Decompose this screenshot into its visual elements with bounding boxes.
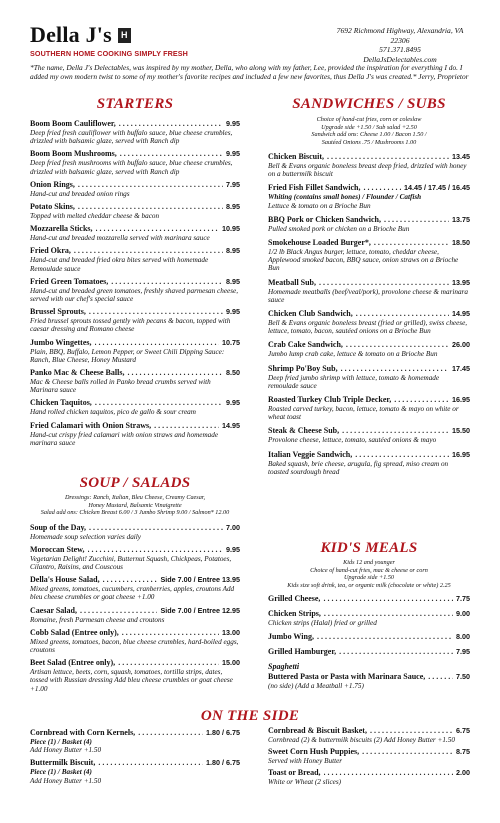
dot-leader (138, 728, 203, 738)
dot-leader (89, 523, 223, 533)
menu-item-description: Cornbread (2) & buttermilk biscuits (2) Add Honey Butter +1.50 (268, 736, 455, 744)
starters-list (30, 119, 240, 447)
menu-item-description: Romaine, fresh Parmesan cheese and croutons (30, 615, 165, 624)
menu-item-description: Mixed greens, tomatoes, cucumbers, cranberries, apples, croutons Add bleu cheese crumbles or goat cheese +1.00 (30, 585, 235, 602)
menu-item-row (30, 277, 240, 287)
menu-item-price: 14.45 / 17.45 / 16.45 (404, 183, 470, 193)
dot-leader (96, 224, 219, 234)
sandwiches-note-4: Sautéed Onions .75 / Mushrooms 1.00 (321, 138, 417, 146)
dot-leader (95, 398, 223, 408)
menu-item-description: Bell & Evans organic boneless breast (fried or grilled), swiss cheese, lettuce, tomato, bacon, sautéed onions on a Brioche Bun (268, 319, 468, 336)
menu-item-name: Brussel Sprouts, (30, 307, 86, 317)
intro-text: *The name, Della J's Delectables, was inspired by my mother, Della, who along with my father, Lee, provided the inspiration for everything I do. I added my own modern twist to some of my mother's favorite recipes and included a few new favorites, thus Della J's was created.* Jerry, Proprietor (30, 63, 469, 81)
menu-item-description: Chicken strips (Halal) fried or grilled (268, 619, 377, 627)
menu-item-price: 6.75 (456, 726, 470, 735)
menu-item-name: Mozzarella Sticks, (30, 224, 93, 234)
kids-note-4: Kids size soft drink, tea, or organic milk (chocolate or white) 2.25 (287, 581, 451, 589)
menu-item (268, 152, 470, 178)
menu-item-name: BBQ Pork or Chicken Sandwich, (268, 214, 381, 224)
menu-item-description: Bell & Evans organic boneless breast deep fried, drizzled with honey on a buttermilk biscuit (268, 162, 467, 179)
menu-item (30, 758, 240, 784)
menu-item-subtitle: Piece (1) / Basket (4) (30, 768, 92, 777)
menu-item (30, 149, 240, 175)
dot-leader (122, 628, 219, 638)
dot-leader (384, 215, 449, 225)
menu-item-name: Potato Skins, (30, 202, 75, 212)
menu-item (268, 278, 470, 304)
restaurant-name-text: Della J's (30, 22, 112, 47)
dot-leader (370, 726, 453, 736)
dot-leader (95, 338, 220, 348)
menu-item-subtitle: Piece (1) / Basket (4) (30, 738, 92, 746)
dot-leader (342, 426, 449, 436)
menu-item-row (268, 278, 470, 288)
menu-item (268, 395, 470, 421)
menu-item-row (30, 545, 240, 555)
menu-item-row (268, 426, 470, 436)
menu-item-row (268, 395, 470, 405)
menu-item-description: Deep fried jumbo shrimp with lettuce, tomato & homemade remoulade sauce (268, 373, 440, 390)
menu-item-name: Crab Cake Sandwich, (268, 340, 343, 350)
dot-leader (356, 309, 449, 319)
menu-item (268, 726, 470, 744)
dot-leader (111, 277, 223, 287)
dot-leader (394, 395, 449, 405)
menu-item-row (268, 647, 470, 657)
menu-item-name: Fried Green Tomatoes, (30, 276, 109, 286)
menu-item-name: Sweet Corn Hush Puppies, (268, 747, 360, 757)
soup-section (30, 475, 240, 697)
menu-item-row (30, 628, 240, 638)
menu-item-description: Plain, BBQ, Buffalo, Lemon Pepper, or Sweet Chili Dipping Sauce: Ranch, Blue Cheese, Honey Mustard (30, 347, 225, 364)
dot-leader (78, 180, 223, 190)
menu-item-description: Mac & Cheese balls rolled in Panko bread crumbs served with Marinara sauce (30, 378, 211, 395)
restaurant-name (30, 22, 188, 48)
dot-leader (89, 307, 223, 317)
menu-item-price: Side 7.00 / Entree 12.95 (160, 605, 240, 615)
menu-item (30, 368, 240, 394)
website: DellaJsDelectables.com (363, 54, 437, 64)
menu-item-name: Chicken Taquitos, (30, 398, 92, 408)
soup-title: SOUP / SALADS (79, 475, 191, 491)
dot-leader (103, 575, 158, 585)
menu-item-description: 1/2 lb Black Angus burger, lettuce, tomato, cheddar cheese, Applewood smoked bacon, BBQ sauce, onion straws on a Brioche Bun (268, 248, 459, 273)
dot-leader (363, 183, 401, 193)
right-column (268, 96, 470, 481)
menu-item-price: 7.00 (226, 522, 240, 532)
menu-item-price: 10.95 (222, 224, 240, 234)
dot-leader (120, 149, 223, 159)
menu-item-description: Deep fried fresh mushrooms with buffalo sauce, blue cheese crumbles, drizzled with balsamic glaze, served with Ranch dip (30, 159, 233, 176)
dot-leader (362, 747, 453, 757)
kids-list (268, 594, 470, 690)
tagline: SOUTHERN HOME COOKING SIMPLY FRESH (30, 49, 188, 58)
menu-item-description: Fried brussel sprouts tossed gently with pecans & bacon, topped with caesar dressing and Romano cheese (30, 317, 231, 334)
menu-item-description: (no side) (Add a Meatball +1.75) (268, 682, 364, 691)
menu-item-description: Hand rolled chicken taquitos, pico de gallo & sour cream (30, 408, 196, 417)
menu-item-price: 1.80 / 6.75 (206, 758, 240, 768)
menu-item (30, 119, 240, 145)
menu-item-row (30, 523, 240, 533)
menu-item-price: 8.95 (226, 276, 240, 286)
menu-item-name: Fried Fish Fillet Sandwich, (268, 183, 361, 193)
menu-item-price: 26.00 (452, 340, 470, 350)
dot-leader (355, 450, 449, 460)
menu-item-row (268, 183, 470, 193)
menu-item-price: 16.95 (452, 449, 470, 459)
left-column (30, 96, 240, 451)
menu-item (268, 340, 470, 358)
menu-item-price: 9.00 (456, 609, 470, 618)
menu-item-description: Roasted carved turkey, bacon, lettuce, tomato & mayo on white or wheat toast (268, 405, 459, 422)
dot-leader (323, 594, 453, 604)
menu-item-description: Artisan lettuce, beets, corn, squash, tomatoes, tortilla strips, dates, tossed with Russian dressing Add bleu cheese crumbles or goat cheese +1.00 (30, 668, 233, 693)
menu-item-row (268, 726, 470, 736)
menu-item-row (268, 672, 470, 682)
menu-item (30, 224, 240, 242)
menu-item-price: 14.95 (452, 309, 470, 319)
menu-item-name: Cornbread with Corn Kernels, (30, 728, 136, 737)
menu-item-row (268, 364, 470, 374)
menu-item-name: Smokehouse Loaded Burger*, (268, 238, 371, 248)
menu-item-description: Baked squash, brie cheese, arugula, fig spread, miso cream on toasted sourdough bread (268, 459, 449, 476)
menu-item-description: Hand-cut and breaded onion rings (30, 189, 130, 198)
menu-item-row (268, 768, 470, 778)
menu-item-name: Steak & Cheese Sub, (268, 426, 340, 436)
menu-item-description: Served with Honey Butter (268, 757, 343, 766)
dot-leader (374, 238, 449, 248)
side-left-list (30, 728, 240, 789)
menu-item (268, 183, 470, 209)
menu-item-price: 15.50 (452, 426, 470, 436)
menu-item-name: Fried Okra, (30, 246, 71, 256)
menu-item-description: Add Honey Butter +1.50 (30, 746, 102, 755)
menu-item-row (268, 215, 470, 225)
logo-icon: H (118, 28, 131, 43)
menu-item (268, 647, 470, 657)
soup-note-1: Dressings: Ranch, Italian, Bleu Cheese, Creamy Caesar, (64, 494, 206, 501)
menu-item-description: Lettuce & tomato on a Brioche Bun (268, 201, 371, 210)
sandwiches-note-1: Choice of hand-cut fries, corn or coleslaw (316, 116, 422, 123)
menu-item-price: 13.45 (452, 152, 470, 161)
menu-item-name: Toast or Bread, (268, 768, 321, 778)
menu-item (30, 398, 240, 416)
menu-item-name: Cobb Salad (Entree only), (30, 627, 119, 637)
menu-item-price: 8.95 (226, 246, 240, 256)
menu-item (268, 747, 470, 765)
menu-item-row (268, 747, 470, 757)
menu-item-price: 10.75 (222, 337, 240, 347)
menu-item-name: Roasted Turkey Club Triple Decker, (268, 395, 392, 405)
menu-item-name: Shrimp Po'Boy Sub, (268, 363, 338, 373)
menu-item-price: 9.95 (226, 149, 240, 159)
menu-item (30, 545, 240, 571)
menu-item (30, 338, 240, 364)
menu-item-name: Chicken Club Sandwich, (268, 309, 353, 319)
menu-item-price: 2.00 (456, 768, 470, 778)
side-right-list (268, 726, 470, 790)
dot-leader (118, 658, 219, 668)
menu-item-row (30, 575, 240, 585)
menu-item-price: 9.95 (226, 544, 240, 554)
sandwiches-note-3: Sandwich add ons: Cheese 1.00 / Bacon 1.50 / (311, 131, 427, 138)
dot-leader (154, 421, 219, 431)
menu-item-row (268, 594, 470, 604)
menu-item-description: Jumbo lump crab cake, lettuce & tomato on a Brioche Bun (268, 350, 438, 359)
menu-item-name: Meatball Sub, (268, 277, 317, 287)
menu-item-description: Hand-cut and breaded fried okra bites served with homemade Remoulade sauce (30, 256, 209, 273)
menu-item-prefix: Spaghetti (268, 662, 300, 672)
menu-item-price: 8.00 (456, 632, 470, 642)
menu-item-row (268, 632, 470, 642)
menu-item (268, 594, 470, 604)
menu-item (268, 632, 470, 642)
menu-item-description: Mixed greens, tomatoes, bacon, blue cheese crumbles, hard-boiled eggs, croutons (30, 637, 239, 654)
menu-item (30, 728, 240, 754)
menu-item-price: 13.00 (222, 627, 240, 637)
menu-item-price: 9.95 (226, 119, 240, 128)
menu-item-name: Moroccan Stew, (30, 544, 85, 554)
sandwiches-note-2: Upgrade side +1.50 / Sub salad +2.50 (321, 123, 417, 131)
menu-item (268, 450, 470, 476)
menu-item (30, 628, 240, 654)
menu-item-name: Jumbo Wing, (268, 632, 314, 642)
address: 7692 Richmond Highway, Alexandria, VA 22306 (336, 26, 464, 45)
menu-item-description: Pulled smoked pork or chicken on a Brioche Bun (268, 224, 410, 233)
menu-item (30, 658, 240, 693)
contact-info (330, 26, 470, 64)
menu-item (30, 202, 240, 220)
menu-item-price: 15.00 (222, 658, 240, 668)
menu-item-row (30, 658, 240, 668)
dot-leader (319, 278, 449, 288)
menu-item (30, 575, 240, 601)
kids-title: KID'S MEALS (320, 540, 418, 556)
menu-item-row (268, 340, 470, 350)
menu-item-price: 7.50 (456, 672, 470, 682)
dot-leader (341, 364, 449, 374)
menu-item-name: Grilled Hamburger, (268, 647, 337, 657)
menu-item-description: Hand-cut crispy fried calamari with onion straws and homemade marinara sauce (30, 430, 219, 447)
menu-item-price: 13.95 (452, 277, 470, 287)
soup-list (30, 523, 240, 693)
menu-item-name: Caesar Salad, (30, 605, 77, 615)
menu-item-description: Hand-cut and breaded green tomatoes, freshly shaved parmesan cheese, served with our chef's special sauce (30, 286, 238, 304)
menu-item-row (30, 421, 240, 431)
dot-leader (127, 368, 223, 378)
menu-item-name: Onion Rings, (30, 179, 75, 189)
menu-item-name: Buttermilk Biscuit, (30, 758, 96, 768)
menu-item-price: 7.75 (456, 594, 470, 603)
menu-item-price: 14.95 (222, 420, 240, 430)
menu-item (30, 523, 240, 541)
menu-item-description: Add Honey Butter +1.50 (30, 776, 102, 785)
starters-title: STARTERS (96, 96, 174, 112)
dot-leader (428, 672, 453, 682)
menu-item-row (30, 119, 240, 129)
soup-note-2: Honey Mustard, Balsamic Vinaigrette (88, 501, 182, 509)
side-section-header (0, 708, 500, 725)
menu-item-row (30, 338, 240, 348)
menu-item (268, 215, 470, 233)
menu-item-name: Chicken Strips, (268, 609, 321, 618)
menu-item-description: White or Wheat (2 slices) (268, 778, 342, 787)
menu-item-description: Vegetarian Delight! Zucchini, Butternut Squash, Chickpeas, Potatoes, Cilantro, Raisins, and Couscous (30, 554, 232, 571)
menu-item-price: 16.95 (452, 395, 470, 405)
menu-item-price: 7.95 (456, 647, 470, 657)
menu-item-row (30, 758, 240, 768)
menu-item-row (30, 224, 240, 234)
menu-item-name: Boom Boom Mushrooms, (30, 149, 117, 159)
side-title: ON THE SIDE (200, 708, 300, 724)
menu-item-name: Cornbread & Biscuit Basket, (268, 726, 367, 735)
dot-leader (98, 758, 203, 768)
menu-item-name: Soup of the Day, (30, 522, 87, 532)
menu-item-description: Hand-cut and breaded mozzarella served with marinara sauce (30, 234, 210, 243)
menu-item-price: 8.50 (226, 368, 240, 378)
menu-item-price: Side 7.00 / Entree 13.95 (160, 575, 240, 585)
dot-leader (339, 647, 453, 657)
dot-leader (324, 609, 453, 619)
menu-item-price: 17.45 (452, 363, 470, 373)
menu-item-row (30, 728, 240, 738)
menu-item-description: Homemade soup selection varies daily (30, 532, 141, 541)
menu-item-description: Deep fried fresh cauliflower with buffalo sauce, blue cheese crumbles, drizzled with balsamic glaze, served with Ranch dip (30, 129, 233, 146)
menu-item-name: Fried Calamari with Onion Straws, (30, 420, 152, 430)
menu-item (30, 246, 240, 272)
brand (30, 22, 188, 58)
menu-item-row (30, 149, 240, 159)
kids-note-1: Kids 12 and younger (343, 559, 395, 566)
dot-leader (327, 152, 449, 162)
dot-leader (78, 202, 223, 212)
menu-item-price: 13.75 (452, 214, 470, 224)
kids-note-3: Upgrade side +1.50 (343, 574, 395, 581)
kids-section (268, 540, 470, 695)
sandwich-list (268, 152, 470, 476)
menu-item-name: Della's House Salad, (30, 575, 100, 585)
menu-item-row (268, 450, 470, 460)
menu-item-name: Grilled Cheese, (268, 594, 321, 603)
menu-item (30, 421, 240, 447)
dot-leader (119, 119, 223, 129)
menu-item-price: 8.95 (226, 202, 240, 212)
menu-item-price: 7.95 (226, 179, 240, 189)
menu-item-row (268, 152, 470, 162)
menu-item-row (268, 609, 470, 619)
menu-item (268, 662, 470, 690)
menu-item (30, 606, 240, 624)
soup-note-3: Salad add ons: Chicken Breast 6.00 / 3 Jumbo Shrimp 9.00 / Salmon* 12.00 (40, 509, 230, 516)
menu-item-row (30, 202, 240, 212)
menu-item (268, 238, 470, 273)
menu-item-name: Italian Veggie Sandwich, (268, 449, 353, 459)
menu-item (268, 309, 470, 335)
menu-item-description: Homemade meatballs (beef/veal/pork), provolone cheese & marinara sauce (268, 287, 468, 304)
menu-item-price: 9.95 (226, 398, 240, 408)
menu-item (30, 307, 240, 333)
phone: 571.371.8495 (379, 45, 421, 54)
menu-item-name: Jumbo Wingettes, (30, 337, 92, 347)
menu-item-price: 18.50 (452, 238, 470, 248)
menu-item-price: 8.75 (456, 747, 470, 757)
menu-item-price: 1.80 / 6.75 (206, 728, 240, 737)
menu-item-subtitle: Whiting (contains small bones) / Flounder / Catfish (268, 193, 422, 202)
dot-leader (346, 340, 449, 350)
menu-item-name: Beet Salad (Entree only), (30, 658, 116, 668)
menu-item-row (268, 309, 470, 319)
menu-item-description: Topped with melted cheddar cheese & bacon (30, 212, 160, 221)
menu-item-description: Provolone cheese, lettuce, tomato, sautéed onions & mayo (268, 436, 437, 445)
menu-item-name: Chicken Biscuit, (268, 152, 325, 161)
menu-item-row (30, 368, 240, 378)
dot-leader (80, 606, 158, 616)
dot-leader (317, 632, 453, 642)
menu-item-row (30, 307, 240, 317)
menu-item-row (268, 238, 470, 248)
menu-item-row (30, 246, 240, 256)
menu-item (30, 277, 240, 303)
menu-item (268, 609, 470, 627)
menu-item (268, 364, 470, 390)
menu-item-name: Panko Mac & Cheese Balls, (30, 368, 125, 378)
dot-leader (74, 246, 223, 256)
kids-note-2: Choice of hand-cut fries, mac & cheese or corn (310, 566, 428, 574)
menu-item (30, 180, 240, 198)
menu-item (268, 768, 470, 786)
menu-item-name: Buttered Pasta or Pasta with Marinara Sauce, (268, 672, 426, 682)
dot-leader (324, 768, 453, 778)
menu-item-row (30, 398, 240, 408)
dot-leader (88, 545, 223, 555)
menu-item (268, 426, 470, 444)
menu-item-price: 9.95 (226, 307, 240, 317)
sandwiches-title: SANDWICHES / SUBS (292, 96, 446, 112)
header (30, 22, 470, 62)
menu-item-row (30, 606, 240, 616)
menu-item-row (30, 180, 240, 190)
menu-item-name: Boom Boom Cauliflower, (30, 119, 116, 128)
